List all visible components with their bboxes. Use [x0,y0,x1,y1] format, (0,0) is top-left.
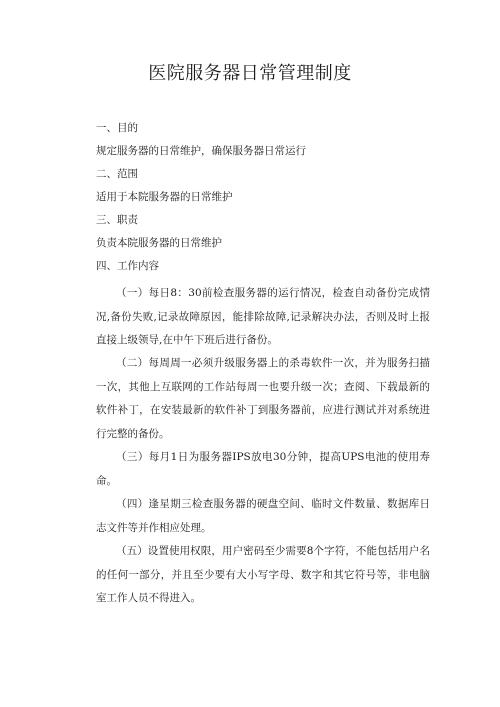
document-title: 医院服务器日常管理制度 [148,63,352,84]
section-heading-purpose: 一、目的 [96,122,138,134]
work-item-text: （一）每日8：30前检查服务器的运行情况，检查自动备份完成情况,备份失败,记录故障原因，能排除故障,记录解决办法，否则及时上报直接上级领导,在中午下班后进行备份。 [96,287,430,346]
work-item-daily [96,282,430,353]
section-heading-scope: 二、范围 [96,168,138,180]
work-item-weekly [96,352,430,446]
section-heading-work: 四、工作内容 [96,260,159,272]
section-heading-duty: 三、职责 [96,214,138,226]
section-body-duty: 负责本院服务器的日常维护 [96,237,222,249]
work-item-text: （五）设置使用权限，用户密码至少需要8个字符，不能包括用户名的任何一部分，并且至少要有大小写字母、数字和其它符号等，非电脑室工作人员不得进入。 [96,545,430,604]
work-item-text: （三）每月1日为服务器IPS放电30分钟，提高UPS电池的使用寿命。 [96,451,430,487]
work-item-text: （二）每周周一必须升级服务器上的杀毒软件一次，并为服务扫描一次，其他上互联网的工作站每周一也要升级一次；查阅、下载最新的软件补丁，在安装最新的软件补丁到服务器前，应进行测试并对系统进行完整的备份。 [96,357,430,440]
work-item-monthly [96,446,430,493]
section-body-scope: 适用于本院服务器的日常维护 [96,191,233,203]
work-item-text: （四）逢星期三检查服务器的硬盘空间、临时文件数量、数据库日志文件等并作相应处理。 [96,498,430,534]
work-item-wednesday [96,493,430,540]
section-body-purpose: 规定服务器的日常维护，确保服务器日常运行 [96,145,306,157]
work-item-permissions [96,540,430,611]
